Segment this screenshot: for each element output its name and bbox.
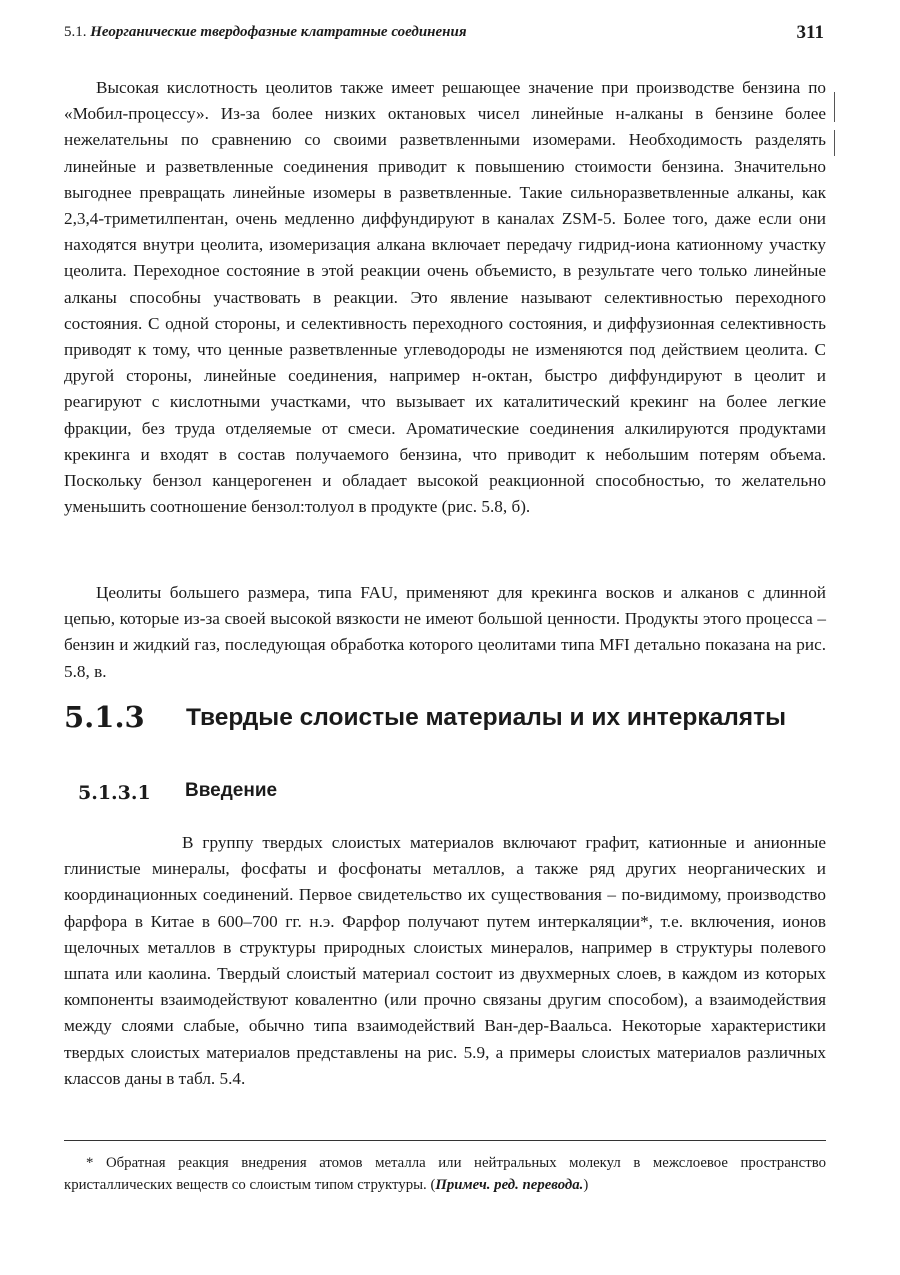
paragraph-text: Цеолиты большего размера, типа FAU, применяют для крекинга восков и алканов с длинной цепью, которые из-за своей высокой вязкости не имеют большой ценности. Продукты этого процесса – бензин и жидкий газ, последующая обработка которого цеолитами типа MFI детально показана на рис. 5.8, в.	[64, 583, 826, 681]
paragraph-text: В группу твердых слоистых материалов включают графит, катионные и анионные глинистые минералы, фосфаты и фосфонаты металлов, а также ряд других неорганических и координационных соединений. Первое свидетельство их существования – по-видимому, производство фарфора в Китае в 600–700 гг. н.э. Фарфор получают путем интеркаляции*, т.е. включения, ионов щелочных металлов в структуры природных слоистых минералов, например в структуры полевого шпата или каолина. Твердый слоистый материал состоит из двухмерных слоев, в каждом из которых компоненты взаимодействуют ковалентно (или прочно связаны другим способом), а взаимодействия между слоями слабые, обычно типа взаимодействий Ван-дер-Ваальса. Некоторые характеристики твердых слоистых материалов представлены на рис. 5.9, а примеры слоистых материалов различных классов даны в табл. 5.4.	[64, 833, 826, 1088]
footnote-editor-note: Примеч. ред. перевода.	[435, 1177, 584, 1193]
subsection-heading-number: 5.1.3.1	[78, 782, 151, 804]
section-heading-number: 5.1.3	[64, 700, 145, 734]
footnote-divider	[64, 1140, 826, 1141]
paragraph-text: Высокая кислотность цеолитов также имеет решающее значение при производстве бензина по «Мобил-процессу». Из-за более низких октановых чисел линейные н-алканы в бензине более нежелательны по сравнению со своими разветвленными изомерами. Необходимость разделять линейные и разветвленные соединения приводит к повышению стоимости бензина. Значительно выгоднее превращать линейные изомеры в разветвленные. Такие сильноразветвленные алканы, как 2,3,4-триметилпентан, очень медленно диффундируют в каналах ZSM-5. Более того, даже если они находятся внутри цеолита, изомеризация алкана включает передачу гидрид-иона катионному участку цеолита. Переходное состояние в этой реакции очень объемисто, в результате чего только линейные алканы способны участвовать в реакции. Это явление называют селективностью переходного состояния. С одной стороны, и селективность переходного состояния, и диффузионная селективность приводят к тому, что ценные разветвленные углеводороды не изменяются под действием цеолита. С другой стороны, линейные соединения, например н-октан, быстро диффундируют в цеолит и реагируют с кислотными участками, что вызывает их каталитический крекинг на более легкие фракции, без труда отделяемые от смеси. Ароматические соединения алкилируются продуктами крекинга и входят в состав получаемого бензина, что приводит к небольшим потерям объема. Поскольку бензол канцерогенен и обладает высокой реакционной способностью, то желательно уменьшить соотношение бензол:толуол в продукте (рис. 5.8, б).	[64, 78, 826, 517]
body-paragraph-2	[64, 580, 826, 685]
section-heading-title: Твердые слоистые материалы и их интеркаляты	[186, 704, 787, 731]
footnote-text: * Обратная реакция внедрения атомов металла или нейтральных молекул в межслоевое пространство кристаллических веществ со слоистым типом структуры. (	[64, 1155, 826, 1193]
footnote	[64, 1152, 826, 1196]
running-head	[64, 18, 824, 48]
subsection-heading-title: Введение	[185, 780, 278, 801]
page-number: 311	[796, 22, 824, 43]
body-paragraph-3	[64, 830, 826, 1092]
running-head-section-title: Неорганические твердофазные клатратные соединения	[90, 24, 467, 40]
running-head-section-number: 5.1.	[64, 24, 87, 40]
running-head-section	[64, 24, 467, 41]
margin-mark	[834, 92, 835, 122]
footnote-close: )	[583, 1177, 589, 1193]
margin-mark	[834, 130, 835, 156]
body-paragraph-1	[64, 75, 826, 520]
